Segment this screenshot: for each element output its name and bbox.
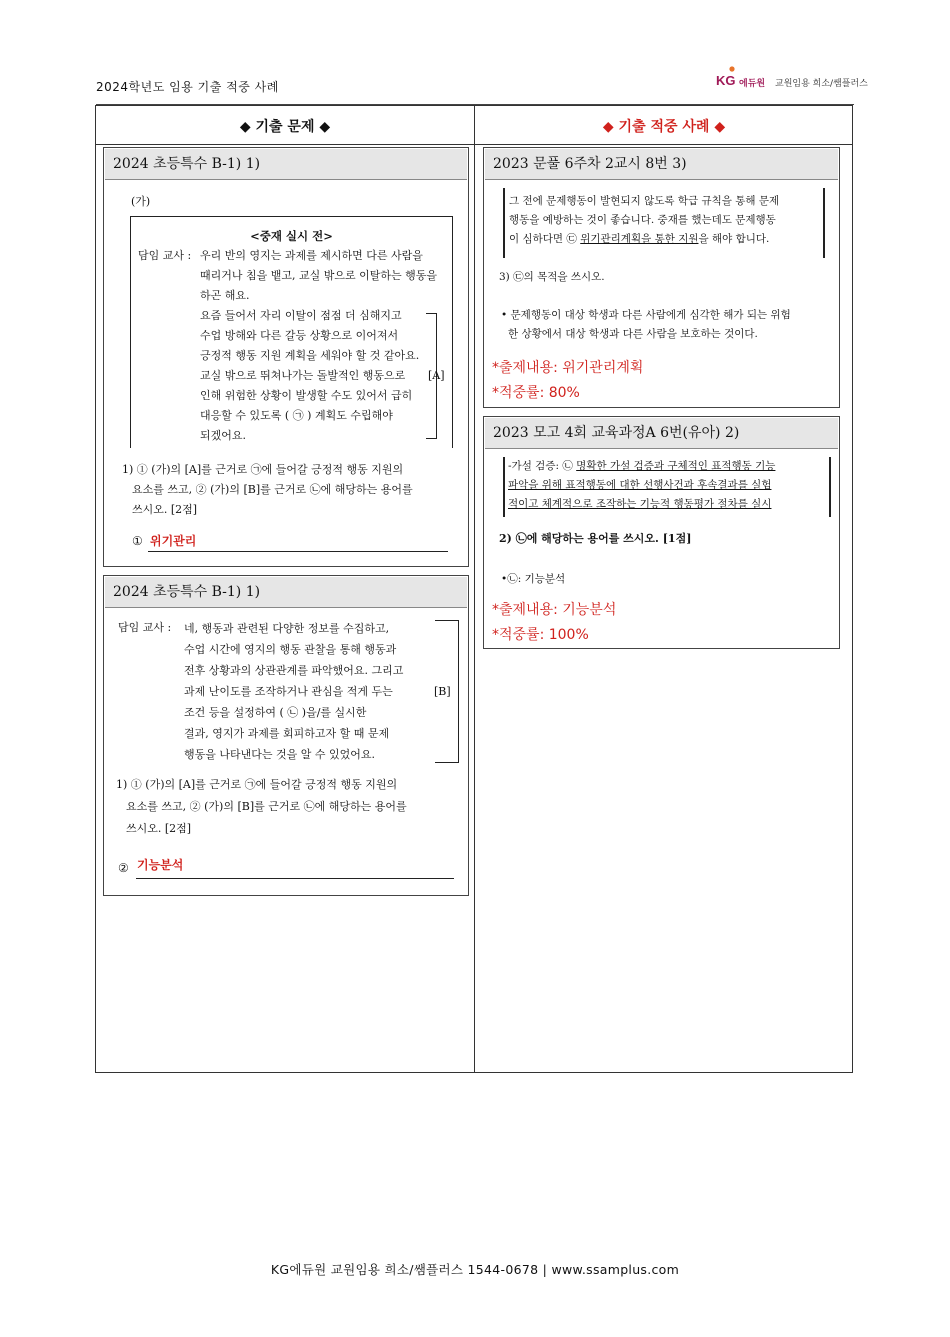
dialogue-line: 하곤 해요.	[200, 289, 250, 302]
quote-line: 이 심하다면 ㉢ 위기관리계획을 통한 지원을 해야 합니다.	[509, 233, 770, 245]
quote-line: 그 전에 문제행동이 발현되지 않도록 학급 규칙을 통해 문제	[509, 195, 780, 207]
quote-line: 파악을 위해 표적행동에 대한 선행사건과 후속결과를 실험	[508, 479, 772, 491]
dialogue-box-title: <중재 실시 전>	[250, 229, 333, 243]
card-title: 2024 초등특수 B-1) 1)	[105, 577, 467, 608]
answer-text: 기능분석	[137, 858, 184, 872]
dialogue-text	[184, 618, 444, 765]
dialogue-text	[200, 246, 450, 446]
page-footer: KG에듀원 교원임용 희소/쌤플러스 1544-0678 | www.ssamplus.com	[270, 1262, 680, 1277]
publisher-logo	[716, 66, 868, 90]
dialogue-line: 네, 행동과 관련된 다양한 정보를 수집하고,	[184, 622, 390, 635]
speaker-label: 담임 교사 :	[118, 621, 172, 634]
dialogue-line: 전후 상황과의 상관관계를 파악했어요. 그리고	[184, 664, 404, 677]
content-label: *출제내용: 기능분석	[492, 602, 617, 618]
dialogue-line: 과제 난이도를 조작하거나 관심을 적게 두는	[184, 685, 393, 698]
quote-line: 적이고 체계적으로 조작하는 기능적 행동평가 절차를 실시	[508, 498, 772, 510]
dialogue-line: 수업 방해와 다른 갈등 상황으로 이어져서	[200, 329, 399, 342]
answer-line	[136, 878, 454, 879]
bracket-a-label: [A]	[428, 369, 445, 382]
right-column-header: ◆ 기출 적중 사례 ◆	[602, 119, 726, 135]
exam-question-card-1	[103, 147, 469, 567]
question-text	[116, 774, 462, 840]
answer-number: ①	[132, 534, 143, 548]
hit-rate-label: *적중률: 100%	[492, 627, 589, 643]
dialogue-line: 요즘 들어서 자리 이탈이 점점 더 심해지고	[200, 309, 402, 322]
dialogue-line: 교실 밖으로 뛰쳐나가는 돌발적인 행동으로	[200, 369, 406, 382]
quote-text	[508, 457, 830, 514]
hit-rate-label: *적중률: 80%	[492, 385, 580, 401]
card-title: 2024 초등특수 B-1) 1)	[105, 149, 467, 180]
answer-line: • 문제행동이 대상 학생과 다른 사람에게 심각한 해가 되는 위험	[501, 309, 791, 321]
answer-text: 위기관리	[150, 534, 197, 548]
speaker-label: 담임 교사 :	[138, 249, 192, 262]
question-line: 쓰시오. [2점]	[132, 503, 198, 516]
dialogue-line: 대응할 수 있도록 ( ㉠ ) 계획도 수립해야	[200, 409, 393, 422]
logo-subtitle: 교원임용 희소/쌤플러스	[775, 79, 868, 89]
prediction-case-card-1	[483, 147, 840, 408]
answer-text	[501, 306, 831, 344]
dialogue-line: 수업 시간에 영지의 행동 관찰을 통해 행동과	[184, 643, 397, 656]
prediction-case-card-2	[483, 416, 840, 649]
dialogue-line: 긍정적 행동 지원 계획을 세워야 할 것 같아요.	[200, 349, 420, 362]
quote-line: -가설 검증: ㉡ 명확한 가설 검증과 구체적인 표적행동 기능	[508, 460, 776, 472]
question-line: 요소를 쓰고, ② (가)의 [B]를 근거로 ㉡에 해당하는 용어를	[132, 483, 413, 496]
exam-question-card-2	[103, 575, 469, 896]
dialogue-line: 인해 위험한 상황이 발생할 수도 있어서 급히	[200, 389, 413, 402]
logo-spark-icon	[729, 66, 735, 72]
document-title: 2024학년도 임용 기출 적중 사례	[96, 80, 279, 94]
answer-number: ②	[118, 861, 129, 875]
card-title: 2023 모고 4회 교육과정A 6번(유아) 2)	[485, 418, 838, 449]
answer-line: 한 상황에서 대상 학생과 다른 사람을 보호하는 것이다.	[508, 328, 758, 340]
dialogue-line: 되겠어요.	[200, 429, 247, 442]
card-title: 2023 문풀 6주차 2교시 8번 3)	[485, 149, 838, 180]
question-text: 2) ㉡에 해당하는 용어를 쓰시오. [1점]	[499, 532, 692, 545]
logo-brand: 에듀원	[739, 79, 766, 89]
question-line: 쓰시오. [2점]	[126, 822, 192, 835]
question-line: 요소를 쓰고, ② (가)의 [B]를 근거로 ㉡에 해당하는 용어를	[126, 800, 407, 813]
quote-text	[509, 192, 823, 249]
bracket-b-label: [B]	[434, 685, 451, 698]
header-row-divider	[95, 144, 853, 145]
question-text	[122, 460, 462, 520]
quote-underlined: 위기관리계획을 통한 지원	[580, 233, 699, 245]
question-line: 1) ① (가)의 [A]를 근거로 ㉠에 들어갈 긍정적 행동 지원의	[122, 463, 404, 476]
dialogue-line: 때리거나 침을 뱉고, 교실 밖으로 이탈하는 행동을	[200, 269, 437, 282]
column-divider	[474, 105, 475, 1073]
dialogue-line: 결과, 영지가 과제를 회피하고자 할 때 문제	[184, 727, 390, 740]
question-text: 3) ㉢의 목적을 쓰시오.	[499, 271, 605, 283]
answer-text: •㉡: 기능분석	[501, 573, 566, 585]
logo-mark: KG	[716, 73, 736, 88]
dialogue-line: 우리 반의 영지는 과제를 제시하면 다른 사람을	[200, 249, 423, 262]
answer-line	[148, 551, 448, 552]
dialogue-line: 행동을 나타낸다는 것을 알 수 있었어요.	[184, 748, 375, 761]
dialogue-line: 조건 등을 설정하여 ( ㉡ )을/를 실시한	[184, 706, 367, 719]
section-label: (가)	[131, 195, 151, 208]
quote-line: 행동을 예방하는 것이 좋습니다. 중재를 했는데도 문제행동	[509, 214, 776, 226]
left-column-header: ◆ 기출 문제 ◆	[239, 119, 331, 135]
question-line: 1) ① (가)의 [A]를 근거로 ㉠에 들어갈 긍정적 행동 지원의	[116, 778, 398, 791]
content-label: *출제내용: 위기관리계획	[492, 360, 644, 376]
